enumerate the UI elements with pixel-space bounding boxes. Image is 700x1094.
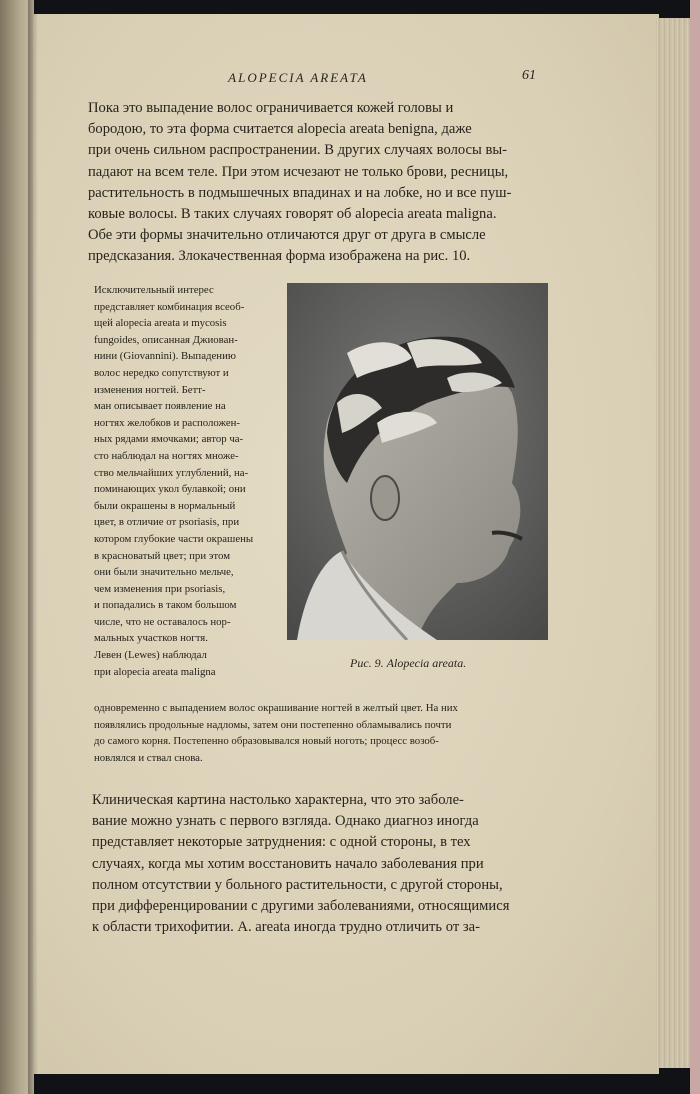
text-line: ковые волосы. В таких случаях говорят об alopecia areata maligna. xyxy=(88,205,497,222)
text-line: были окрашены в нормальный xyxy=(94,499,236,512)
figure-caption: Рис. 9. Alopecia areata. xyxy=(350,656,467,670)
text-line: при дифференцировании с другими заболеваниями, относящимися xyxy=(92,897,510,914)
text-line: случаях, когда мы хотим восстановить начало заболевания при xyxy=(92,855,484,872)
text-line: и попадались в таком большом xyxy=(94,599,237,612)
text-line: Клиническая картина настолько характерна, что это заболе- xyxy=(92,792,464,808)
text-line: Пока это выпадение волос ограничивается кожей головы и xyxy=(88,100,454,116)
text-line: волос нередко сопутствуют и xyxy=(94,366,229,379)
text-line: Исключительный интерес xyxy=(94,284,214,296)
text-line: сто наблюдал на ногтях множе- xyxy=(94,449,239,462)
text-line: предсказания. Злокачественная форма изображена на рис. 10. xyxy=(88,248,471,265)
text-line: новлялся и ствал снова. xyxy=(94,751,203,764)
text-line: падают на всем теле. При этом исчезают не только брови, ресницы, xyxy=(88,163,509,180)
text-line: fungoides, описанная Джиован- xyxy=(94,333,238,346)
smallprint-continuation xyxy=(94,700,557,766)
text-line: чем изменения при psoriasis, xyxy=(94,582,226,595)
text-line: числе, что не оставалось нор- xyxy=(94,615,231,628)
text-line: представляет некоторые затруднения: с одной стороны, в тех xyxy=(92,834,471,851)
text-line: поминающих укол булавкой; они xyxy=(94,483,246,496)
text-line: в красноватый цвет; при этом xyxy=(94,549,231,562)
book-cover-edge xyxy=(690,0,700,1094)
text-line: при очень сильном распространении. В других случаях волосы вы- xyxy=(88,142,508,159)
text-line: нини (Giovannini). Выпадению xyxy=(94,350,236,363)
text-line: представляет комбинация всеоб- xyxy=(94,300,245,313)
text-line: одновременно с выпадением волос окрашивание ногтей в желтый цвет. На них xyxy=(94,702,458,714)
text-line: Обе эти формы значительно отличаются друг от друга в смысле xyxy=(88,227,486,244)
text-line: Левен (Lewes) наблюдал xyxy=(94,649,207,662)
smallprint-column xyxy=(94,282,270,680)
gutter-shadow xyxy=(28,0,38,1094)
paragraph-1 xyxy=(88,98,556,268)
text-line: котором глубокие части окрашены xyxy=(94,532,254,545)
page-number: 61 xyxy=(522,68,536,83)
text-line: до самого корня. Постепенно образовывался новый ноготь; процесс возоб- xyxy=(94,735,439,748)
text-line: при alopecia areata maligna xyxy=(94,665,216,678)
page-stack-edge xyxy=(656,18,692,1068)
text-line: ных рядами ямочками; автор ча- xyxy=(94,433,244,446)
running-title: ALOPECIA AREATA xyxy=(228,70,368,85)
text-line: появлялись продольные надломы, затем они постепенно обламывались почти xyxy=(94,718,452,731)
text-line: ман описывает появление на xyxy=(94,400,226,413)
paragraph-2 xyxy=(92,790,560,938)
text-line: изменения ногтей. Бетт- xyxy=(94,383,206,396)
text-line: ство мельчайших углублений, на- xyxy=(94,466,249,479)
text-line: растительность в подмышечных впадинах и на лобке, но и все пуш- xyxy=(88,184,512,201)
text-line: мальных участков ногтя. xyxy=(94,632,208,645)
text-line: вание можно узнать с первого взгляда. Однако диагноз иногда xyxy=(92,813,479,830)
text-line: щей alopecia areata и mycosis xyxy=(94,317,227,330)
text-line: цвет, в отличие от psoriasis, при xyxy=(94,516,240,529)
text-line: полном отсутствии у больного растительности, с другой стороны, xyxy=(92,876,503,893)
text-line: ногтях желобков и расположен- xyxy=(94,416,241,429)
text-line: к области трихофитии. A. areata иногда трудно отличить от за- xyxy=(92,919,480,936)
figure-photo-patient-profile xyxy=(287,283,548,640)
text-line: они были значительно мельче, xyxy=(94,566,234,579)
text-line: бородою, то эта форма считается alopecia areata benigna, даже xyxy=(88,121,472,138)
